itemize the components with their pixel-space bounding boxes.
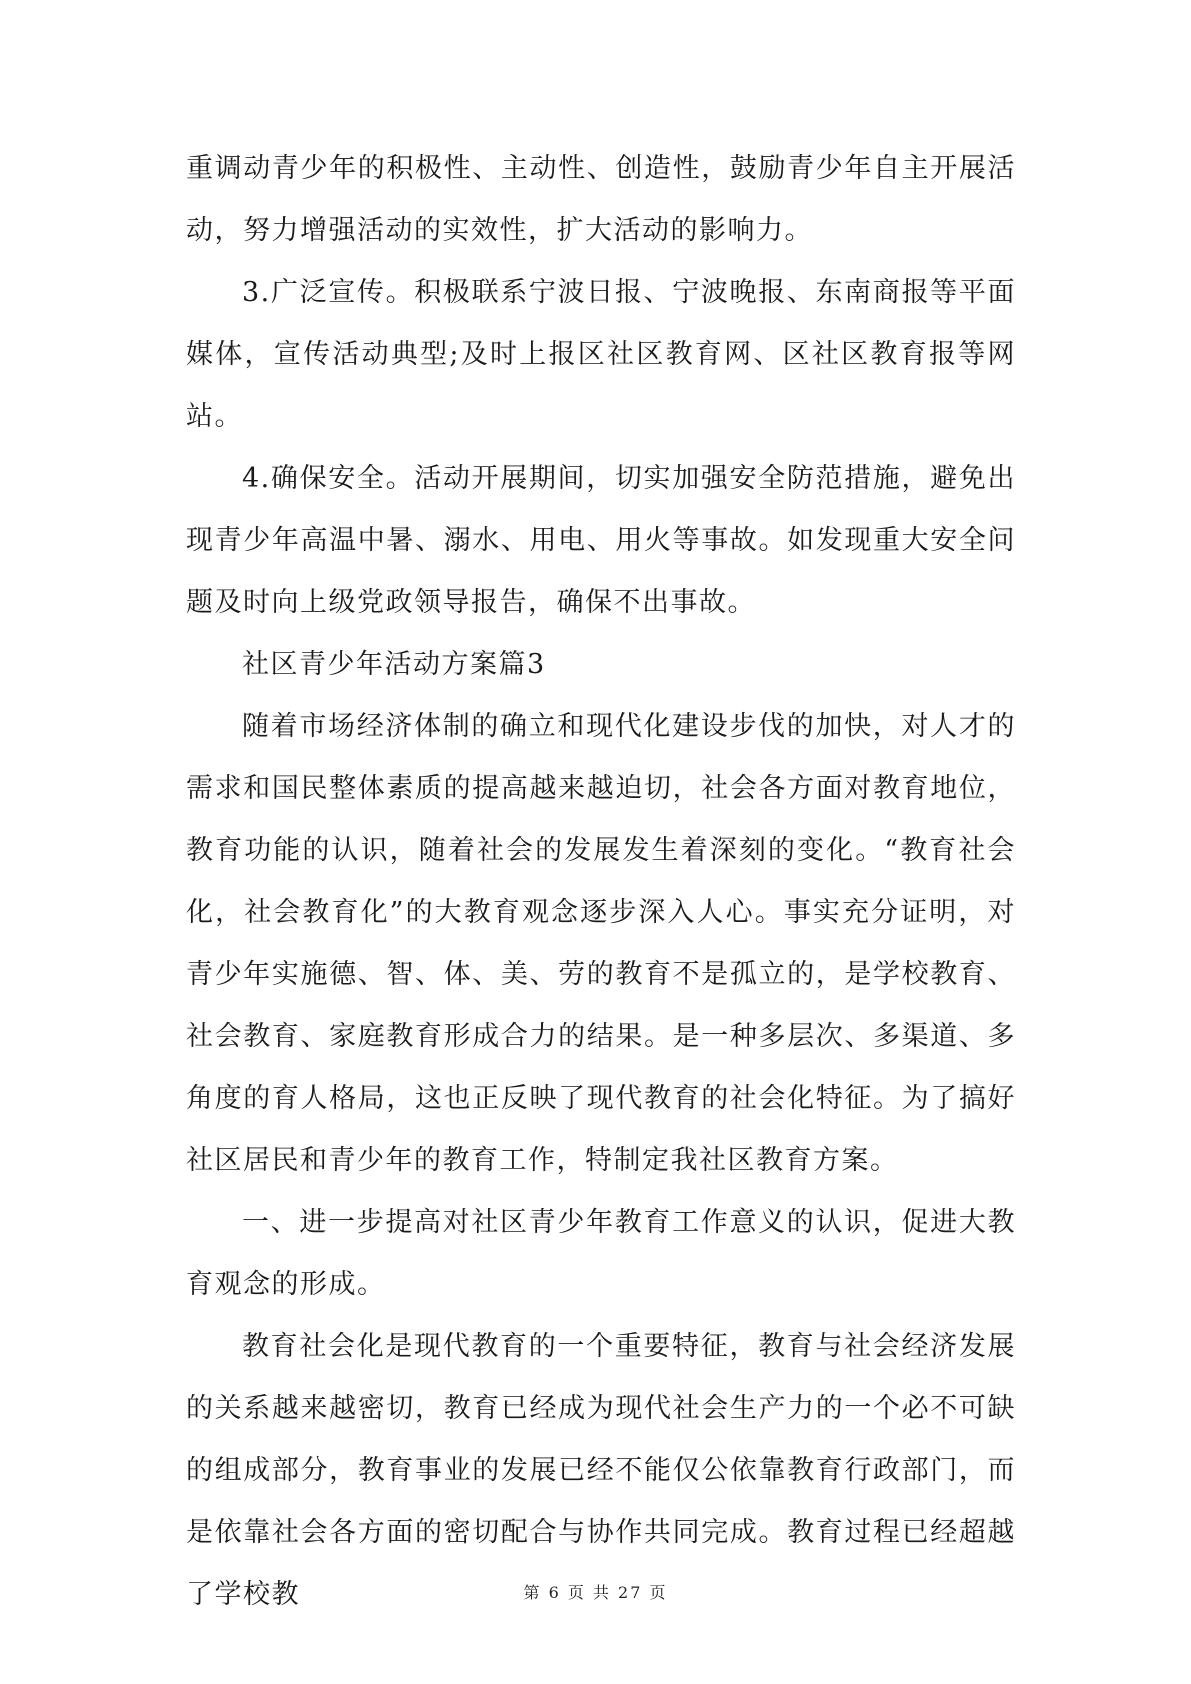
paragraph-1: 重调动青少年的积极性、主动性、创造性，鼓励青少年自主开展活动，努力增强活动的实效性，扩大活动的影响力。: [186, 153, 1016, 246]
document-body: [186, 138, 1016, 1626]
paragraph-5: 随着市场经济体制的确立和现代化建设步伐的加快，对人才的需求和国民整体素质的提高越来越迫切，社会各方面对教育地位，教育功能的认识，随着社会的发展发生着深刻的变化。“教育社会化，社会教育化”的大教育观念逐步深入人心。事实充分证明，对青少年实施德、智、体、美、劳的教育不是孤立的，是学校教育、社会教育、家庭教育形成合力的结果。是一种多层次、多渠道、多角度的育人格局，这也正反映了现代教育的社会化特征。为了搞好社区居民和青少年的教育工作，特制定我社区教育方案。: [186, 711, 1016, 1176]
section-heading: 社区青少年活动方案篇3: [242, 649, 546, 680]
page-footer: 第 6 页 共 27 页: [523, 1583, 668, 1602]
paragraph-2: 3.广泛宣传。积极联系宁波日报、宁波晚报、东南商报等平面媒体，宣传活动典型;及时上报区社区教育网、区社区教育报等网站。: [186, 277, 1016, 432]
paragraph-7: 教育社会化是现代教育的一个重要特征，教育与社会经济发展的关系越来越密切，教育已经成为现代社会生产力的一个必不可缺的组成部分，教育事业的发展已经不能仅公依靠教育行政部门，而是依靠社会各方面的密切配合与协作共同完成。教育过程已经超越了学校教: [186, 1331, 1016, 1610]
paragraph-6: 一、进一步提高对社区青少年教育工作意义的认识，促进大教育观念的形成。: [186, 1207, 1016, 1300]
paragraph-3: 4.确保安全。活动开展期间，切实加强安全防范措施，避免出现青少年高温中暑、溺水、用电、用火等事故。如发现重大安全问题及时向上级党政领导报告，确保不出事故。: [186, 463, 1016, 618]
